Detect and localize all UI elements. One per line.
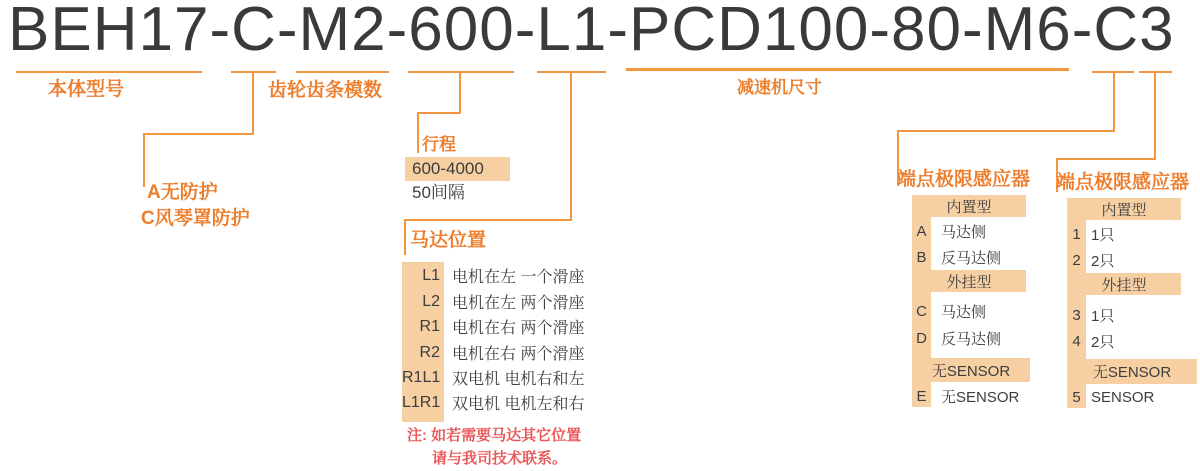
motor-desc: 电机在右 两个滑座 [452,320,585,337]
motor-row [402,314,584,339]
sensor-code: 3 [1072,307,1081,324]
motor-desc: 双电机 电机右和左 [452,371,585,388]
leader-stroke-v1 [459,71,461,114]
tick-stroke [408,71,514,73]
sensor-left-header-built-in: 内置型 [912,195,1026,217]
sensor-code: 2 [1072,252,1081,269]
leader-protection-v1 [252,71,254,135]
sensor-left-label: 端点极限感应器 [897,169,1031,190]
sensor-desc: 反马达侧 [941,250,1002,267]
sensor-code: D [916,330,927,347]
sensor-left-row [912,386,1019,407]
underline-reducer-size [626,68,1069,71]
motor-code: L2 [422,292,440,310]
sensor-desc: SENSOR [1091,389,1155,406]
protection-option-a: A无防护 [147,182,218,203]
body-model-label: 本体型号 [48,79,125,100]
motor-desc: 双电机 电机左和右 [452,396,585,413]
stroke-step: 50间隔 [412,183,465,202]
sensor-desc: 马达侧 [941,224,987,241]
leader-protection-v2 [143,133,145,187]
leader-motor-h [404,219,572,221]
leader-protection-h [143,133,254,135]
gear-module-label: 齿轮齿条模数 [268,80,383,101]
sensor-left-row [912,247,1001,268]
leader-sensor-left-h [897,130,1115,132]
motor-position-label: 马达位置 [410,230,487,251]
reducer-size-label: 减速机尺寸 [737,78,822,97]
sensor-code: B [916,249,927,266]
sensor-right-row [1067,224,1114,245]
motor-code: R1 [419,317,440,335]
motor-desc: 电机在左 两个滑座 [452,295,585,312]
sensor-desc: 反马达侧 [941,331,1002,348]
sensor-right-header-built-in: 内置型 [1067,198,1181,220]
sensor-right-row [1067,331,1114,352]
leader-sensor-left-v1 [1113,71,1115,132]
leader-motor-v1 [570,71,572,221]
motor-row [402,263,584,288]
sensor-left-header-external: 外挂型 [912,270,1026,292]
sensor-desc: 1只 [1091,308,1115,325]
underline-body-model [16,71,202,73]
sensor-left-row [912,221,986,242]
stroke-range: 600-4000 [412,159,484,178]
sensor-code: 1 [1072,226,1081,243]
leader-sensor-right-h [1056,158,1156,160]
sensor-desc: 1只 [1091,227,1115,244]
sensor-desc: 2只 [1091,334,1115,351]
underline-gear-module [296,71,389,73]
leader-stroke-h [417,112,461,114]
motor-code: L1R1 [402,393,441,411]
sensor-left-header-no-sensor: 无SENSOR [912,358,1030,382]
sensor-right-row [1067,305,1114,326]
sensor-code: 5 [1072,389,1081,406]
sensor-right-header-no-sensor: 无SENSOR [1067,359,1197,384]
motor-row [402,390,584,415]
motor-note-line2: 请与我司技术联系。 [432,450,568,467]
leader-sensor-right-v1 [1154,71,1156,160]
sensor-left-row [912,328,1001,349]
leader-stroke-v2 [417,112,419,153]
leader-motor-v2 [404,219,406,255]
motor-desc: 电机在左 一个滑座 [452,269,585,286]
motor-note-line1: 注: 如若需要马达其它位置 [407,427,582,444]
sensor-desc: 2只 [1091,253,1115,270]
protection-option-c: C风琴罩防护 [141,208,250,229]
motor-row [402,340,584,365]
sensor-right-row [1067,250,1114,271]
sensor-right-header-external: 外挂型 [1067,273,1181,295]
sensor-right-label: 端点极限感应器 [1056,172,1190,193]
motor-desc: 电机在右 两个滑座 [452,346,585,363]
motor-code: R2 [419,343,440,361]
sensor-code: A [916,223,927,240]
sensor-code: 4 [1072,333,1081,350]
sensor-right-row [1067,387,1154,408]
motor-row [402,365,584,390]
sensor-left-row [912,301,986,322]
sensor-desc: 马达侧 [941,304,987,321]
stroke-label: 行程 [422,135,456,154]
sensor-code: C [916,303,927,320]
model-code-title: BEH17-C-M2-600-L1-PCD100-80-M6-C3 [8,0,1175,64]
motor-code: L1 [422,266,440,284]
sensor-desc: 无SENSOR [941,389,1020,406]
motor-code: R1L1 [402,368,441,386]
sensor-code: E [916,388,927,405]
motor-row [402,289,584,314]
